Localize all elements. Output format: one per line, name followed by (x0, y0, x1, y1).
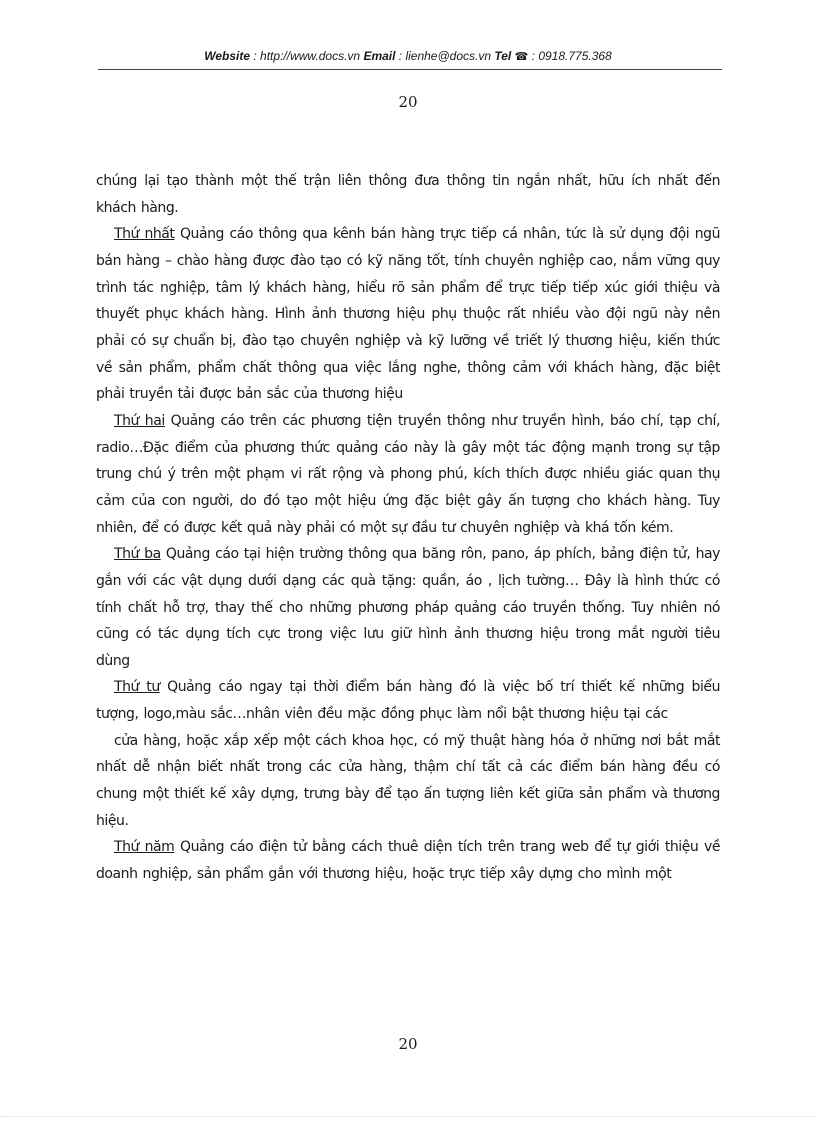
paragraph-third-text: Quảng cáo tại hiện trường thông qua băng rôn, pano, áp phích, bảng điện tử, hay gắn với các vật dụng dưới dạng các quà tặng: quần, áo , lịch tường… Đây là hình thức có tính chất hỗ trợ, thay thế cho những phương pháp quảng cáo truyền thống. Tuy nhiên nó cũng có tác dụng tích cực trong việc lưu giữ hình ảnh thương hiệu trong mắt người tiêu dùng (96, 546, 720, 669)
heading-first: Thứ nhất (114, 226, 175, 243)
heading-third: Thứ ba (114, 546, 161, 563)
paragraph-first-text: Quảng cáo thông qua kênh bán hàng trực tiếp cá nhân, tức là sử dụng đội ngũ bán hàng – chào hàng được đào tạo có kỹ năng tốt, tính chuyên nghiệp cao, nắm vững quy trình tác nghiệp, tâm lý khách hàng, hiểu rõ sản phẩm để trực tiếp tiếp xúc giới thiệu và thuyết phục khách hàng. Hình ảnh thương hiệu phụ thuộc rất nhiều vào đội ngũ này nên phải có sự chuẩn bị, đào tạo chuyên nghiệp và kỹ lưỡng về triết lý thương hiệu, kiến thức về sản phẩm, phẩm chất thông qua việc lắng nghe, thông cảm với khách hàng, đặc biệt phải truyền tải được bản sắc của thương hiệu (96, 226, 720, 403)
phone-icon: ☎ (514, 51, 529, 63)
paragraph-first (96, 221, 720, 408)
email-label: Email (363, 49, 396, 63)
paragraph-fourth-continued: cửa hàng, hoặc xắp xếp một cách khoa học, có mỹ thuật hàng hóa ở những nơi bắt mắt nhất dễ nhận biết nhất trong các cửa hàng, thậm chí tất cả các điểm bán hàng đều có chung một thiết kế xây dựng, trưng bày để tạo ấn tượng liên kết giữa sản phẩm và thương hiệu. (96, 732, 720, 829)
paragraph-second (96, 408, 720, 541)
website-url[interactable]: : http://www.docs.vn (250, 49, 364, 63)
heading-fourth: Thứ tư (114, 679, 160, 696)
paragraph-fifth-text: Quảng cáo điện tử bằng cách thuê diện tích trên trang web để tự giới thiệu về doanh nghiệp, sản phẩm gắn với thương hiệu, hoặc trực tiếp xây dựng cho mình một (96, 839, 720, 883)
page-number-top: 20 (398, 93, 418, 111)
paragraph-second-text: Quảng cáo trên các phương tiện truyền thông như truyền hình, báo chí, tạp chí, radio…Đặc điểm của phương thức quảng cáo này là gây một tác động mạnh trong sự tập trung chú ý trên một phạm vi rất rộng và phong phú, kích thích được nhiều giác quan thụ cảm của con người, do đó tạo một hiệu ứng đặc biệt gây ấn tượng cho khách hàng. Tuy nhiên, để có được kết quả này phải có một sự đầu tư chuyên nghiệp và khá tốn kém. (96, 412, 720, 536)
document-body (96, 168, 720, 888)
website-label: Website (204, 49, 251, 63)
page-bottom-edge (0, 1116, 816, 1117)
page-number-bottom: 20 (398, 1035, 418, 1053)
tel-number: : 0918.775.368 (528, 49, 612, 63)
heading-fifth: Thứ năm (114, 839, 175, 856)
paragraph-fourth-text: Quảng cáo ngay tại thời điểm bán hàng đó là việc bố trí thiết kế những biểu tượng, logo,màu sắc…nhân viên đều mặc đồng phục làm nổi bật thương hiệu tại các (96, 679, 720, 723)
paragraph-fifth (96, 834, 720, 887)
heading-second: Thứ hai (114, 412, 165, 429)
page-header (0, 49, 816, 63)
paragraph-intro: chúng lại tạo thành một thế trận liên thông đưa thông tin ngắn nhất, hữu ích nhất đến khách hàng. (96, 173, 720, 216)
tel-label: Tel (494, 49, 512, 63)
email-address[interactable]: : lienhe@docs.vn (395, 49, 495, 63)
paragraph-third (96, 541, 720, 674)
paragraph-fourth (96, 674, 720, 727)
header-divider (98, 69, 722, 70)
